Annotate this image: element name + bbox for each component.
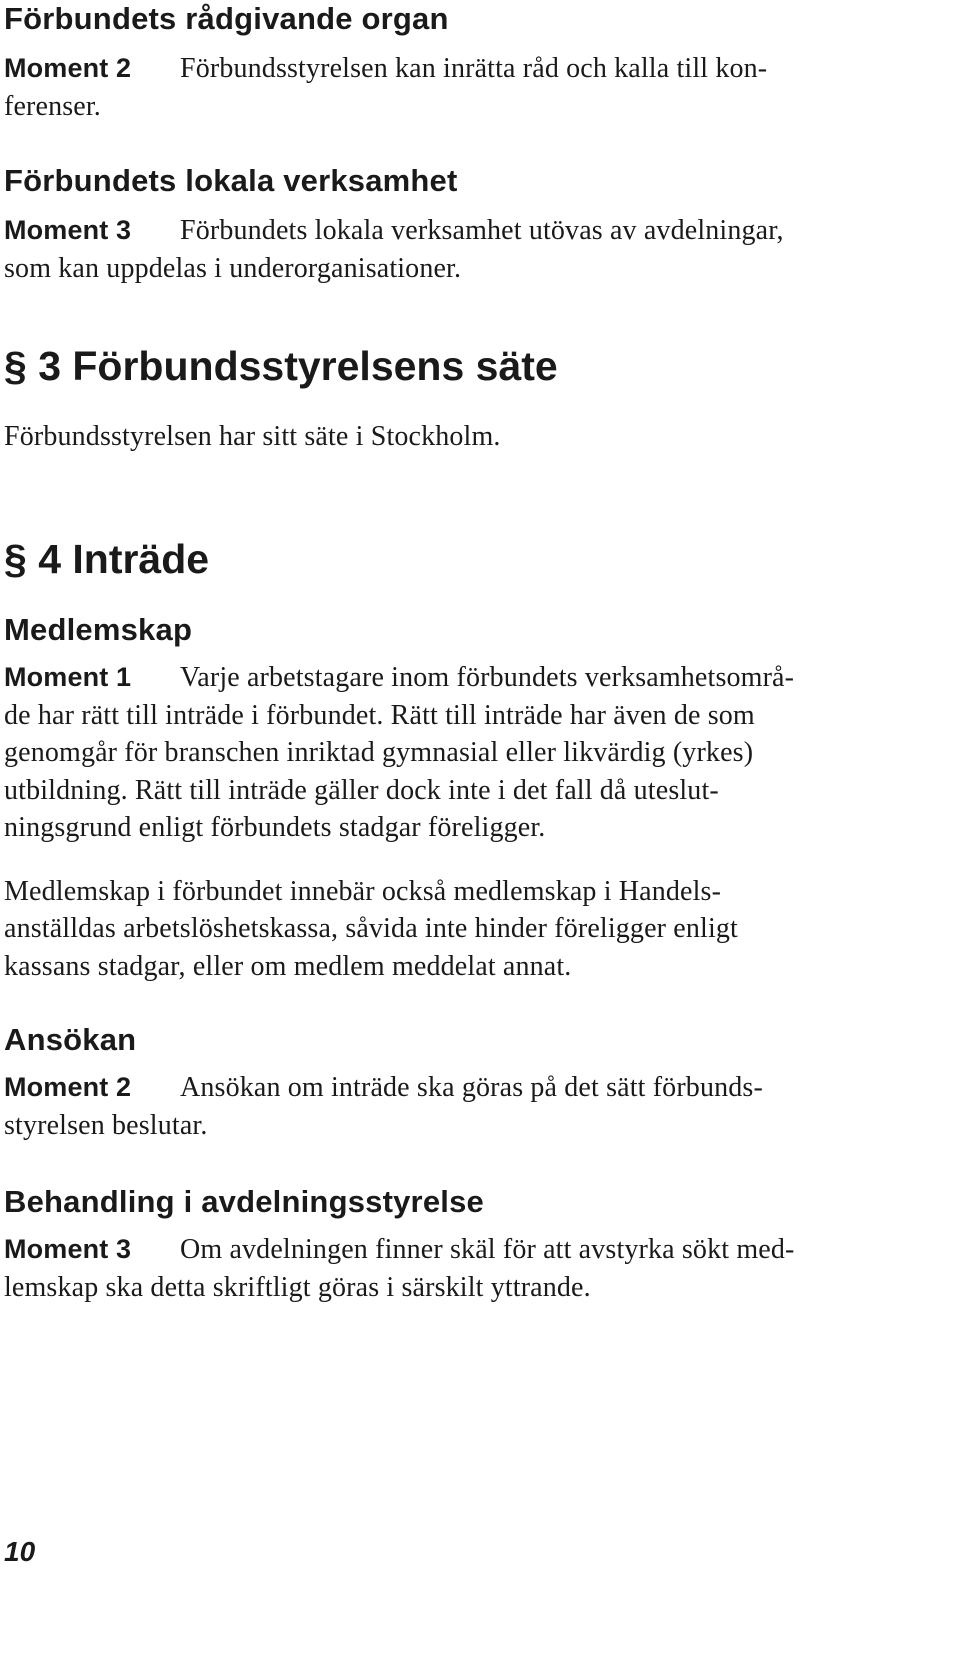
paragraph-text: Förbundsstyrelsen har sitt säte i Stockholm. <box>4 421 501 452</box>
paragraph-line: Ansökan om inträde ska göras på det sätt förbunds- <box>180 1072 763 1103</box>
paragraph <box>4 873 904 986</box>
moment-paragraph <box>4 659 904 847</box>
paragraph-line: Förbundsstyrelsen kan inrätta råd och kalla till kon- <box>180 53 768 84</box>
paragraph-line: Varje arbetstagare inom förbundets verksamhetsområ- <box>180 662 795 693</box>
subsection-ansokan <box>4 1021 904 1144</box>
moment-paragraph <box>4 50 904 125</box>
paragraph-line: genomgår för branschen inriktad gymnasial eller likvärdig (yrkes) <box>4 737 754 768</box>
paragraph-line: Förbundets lokala verksamhet utövas av avdelningar, <box>180 215 784 246</box>
section-heading: Förbundets lokala verksamhet <box>4 163 458 198</box>
moment-label: Moment 2 <box>4 1072 132 1102</box>
moment-paragraph <box>4 1231 904 1306</box>
paragraph-line: ferenser. <box>4 90 101 122</box>
paragraph-line: styrelsen beslutar. <box>4 1109 208 1141</box>
moment-label: Moment 2 <box>4 53 132 83</box>
paragraph-line: Medlemskap i förbundet innebär också medlemskap i Handels- <box>4 875 722 907</box>
subsection-medlemskap <box>4 611 904 985</box>
section-lokala-verksamhet <box>4 162 904 287</box>
paragraph-line: anställdas arbetslöshetskassa, såvida inte hinder föreligger enligt <box>4 913 738 944</box>
moment-paragraph <box>4 1069 904 1144</box>
paragraph-line: ningsgrund enligt förbundets stadgar föreligger. <box>4 812 546 843</box>
section-paragraph-3 <box>4 342 904 456</box>
paragraph-line: utbildning. Rätt till inträde gäller dock inte i det fall då uteslut- <box>4 774 719 806</box>
moment-label: Moment 3 <box>4 215 132 245</box>
moment-label: Moment 3 <box>4 1234 132 1264</box>
section-heading: Behandling i avdelningsstyrelse <box>4 1184 484 1219</box>
page-number: 10 <box>4 1536 36 1567</box>
subsection-behandling <box>4 1183 904 1306</box>
paragraph-title: § 4 Inträde <box>4 536 210 582</box>
section-heading: Förbundets rådgivande organ <box>4 1 449 36</box>
section-paragraph-4 <box>4 535 904 583</box>
paragraph-line: kassans stadgar, eller om medlem meddelat annat. <box>4 950 572 982</box>
paragraph-line: som kan uppdelas i underorganisationer. <box>4 252 462 284</box>
section-heading: Medlemskap <box>4 612 193 647</box>
paragraph-line: Om avdelningen finner skäl för att avstyrka sökt med- <box>180 1234 795 1265</box>
paragraph-line: de har rätt till inträde i förbundet. Rätt till inträde har även de som <box>4 699 755 731</box>
section-heading: Ansökan <box>4 1022 137 1057</box>
paragraph-title: § 3 Förbundsstyrelsens säte <box>4 343 558 389</box>
paragraph-line: lemskap ska detta skriftligt göras i särskilt yttrande. <box>4 1271 591 1303</box>
section-radgivande-organ <box>4 0 904 125</box>
moment-paragraph <box>4 212 904 287</box>
moment-label: Moment 1 <box>4 662 132 692</box>
